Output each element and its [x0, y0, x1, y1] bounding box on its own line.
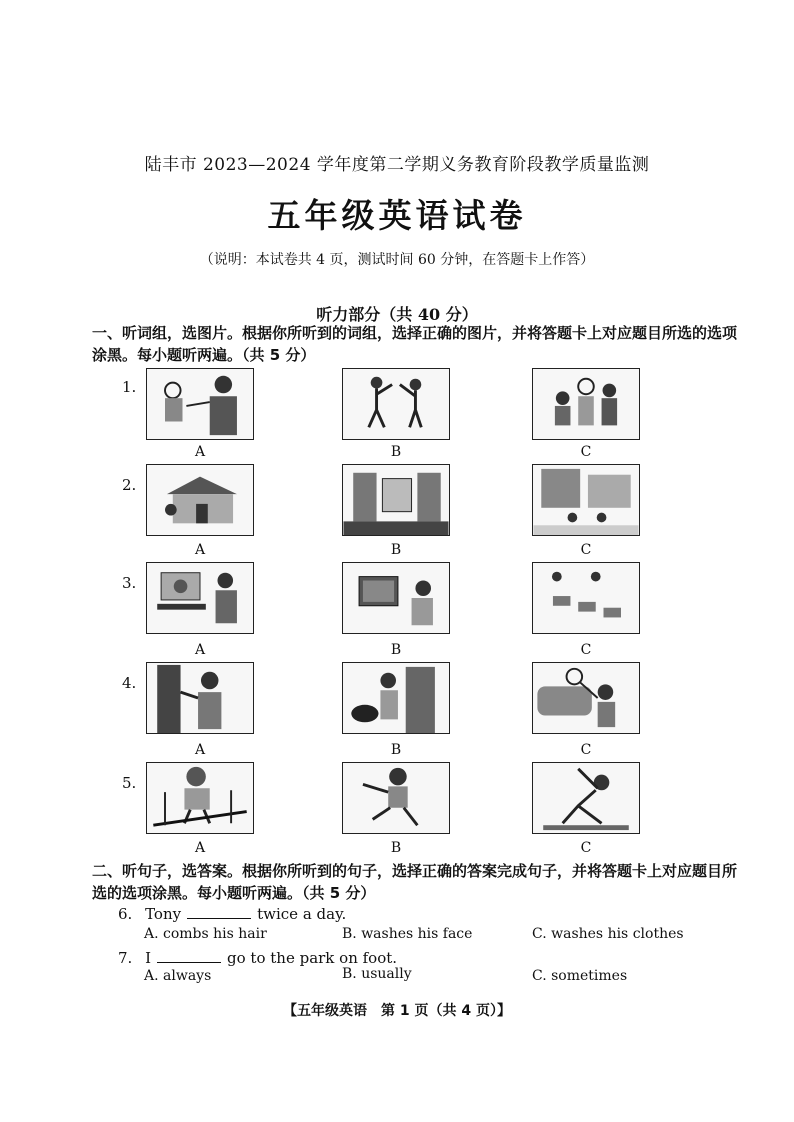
- q2-label-c: C: [580, 542, 592, 558]
- question-7: [118, 948, 397, 967]
- question-4-number: 4.: [122, 674, 137, 692]
- q5-label-c: C: [580, 840, 592, 856]
- q2-picture-b[interactable]: [342, 464, 450, 536]
- question-2-number: 2.: [122, 476, 137, 494]
- q4-label-a: A: [194, 742, 206, 758]
- q6-option-a[interactable]: A. combs his hair: [144, 926, 267, 942]
- question-6-pre: Tony: [145, 905, 182, 923]
- q6-option-b[interactable]: B. washes his face: [342, 926, 473, 942]
- q3-label-b: B: [390, 642, 402, 658]
- q2-label-a: A: [194, 542, 206, 558]
- q1-picture-c[interactable]: [532, 368, 640, 440]
- q5-picture-c[interactable]: [532, 762, 640, 834]
- q1-label-c: C: [580, 444, 592, 460]
- q5-label-b: B: [390, 840, 402, 856]
- question-6-number: 6.: [118, 905, 133, 923]
- q1-label-a: A: [194, 444, 206, 460]
- q4-picture-c[interactable]: [532, 662, 640, 734]
- q4-picture-b[interactable]: [342, 662, 450, 734]
- q4-label-c: C: [580, 742, 592, 758]
- q7-option-b[interactable]: B. usually: [342, 966, 412, 982]
- exam-subtitle: 陆丰市 2023—2024 学年度第二学期义务教育阶段教学质量监测: [144, 155, 650, 175]
- question-7-pre: I: [145, 949, 152, 967]
- q2-picture-c[interactable]: [532, 464, 640, 536]
- question-5-number: 5.: [122, 774, 137, 792]
- part2-instruction: 二、听句子，选答案。根据你所听到的句子，选择正确的答案完成句子，并将答题卡上对应题目所选的选项涂黑。每小题听两遍。（共 5 分）: [92, 862, 738, 902]
- q3-label-a: A: [194, 642, 206, 658]
- q4-label-b: B: [390, 742, 402, 758]
- q1-picture-b[interactable]: [342, 368, 450, 440]
- question-7-blank: [157, 948, 221, 963]
- q6-option-c[interactable]: C. washes his clothes: [532, 926, 684, 942]
- exam-note: （说明：本试卷共 4 页，测试时间 60 分钟，在答题卡上作答）: [199, 252, 595, 268]
- q5-picture-a[interactable]: [146, 762, 254, 834]
- page-footer: 【五年级英语 第 1 页（共 4 页）】: [283, 1003, 511, 1019]
- q2-label-b: B: [390, 542, 402, 558]
- q1-picture-a[interactable]: [146, 368, 254, 440]
- question-6-blank: [187, 904, 251, 919]
- q4-picture-a[interactable]: [146, 662, 254, 734]
- question-1-number: 1.: [122, 378, 137, 396]
- q2-picture-a[interactable]: [146, 464, 254, 536]
- q5-label-a: A: [194, 840, 206, 856]
- exam-title: 五年级英语试卷: [267, 196, 527, 235]
- question-7-number: 7.: [118, 949, 133, 967]
- q3-picture-c[interactable]: [532, 562, 640, 634]
- q3-picture-b[interactable]: [342, 562, 450, 634]
- question-6-post: twice a day.: [257, 905, 347, 923]
- question-6: [118, 904, 346, 923]
- question-3-number: 3.: [122, 574, 137, 592]
- q1-label-b: B: [390, 444, 402, 460]
- part1-instruction: 一、听词组，选图片。根据你所听到的词组，选择正确的图片，并将答题卡上对应题目所选的选项涂黑。每小题听两遍。（共 5 分）: [92, 324, 738, 364]
- q7-option-a[interactable]: A. always: [144, 968, 212, 984]
- listening-section-heading: 听力部分（共 40 分）: [316, 305, 478, 324]
- q3-picture-a[interactable]: [146, 562, 254, 634]
- q7-option-c[interactable]: C. sometimes: [532, 968, 628, 984]
- question-7-post: go to the park on foot.: [227, 949, 398, 967]
- q3-label-c: C: [580, 642, 592, 658]
- q5-picture-b[interactable]: [342, 762, 450, 834]
